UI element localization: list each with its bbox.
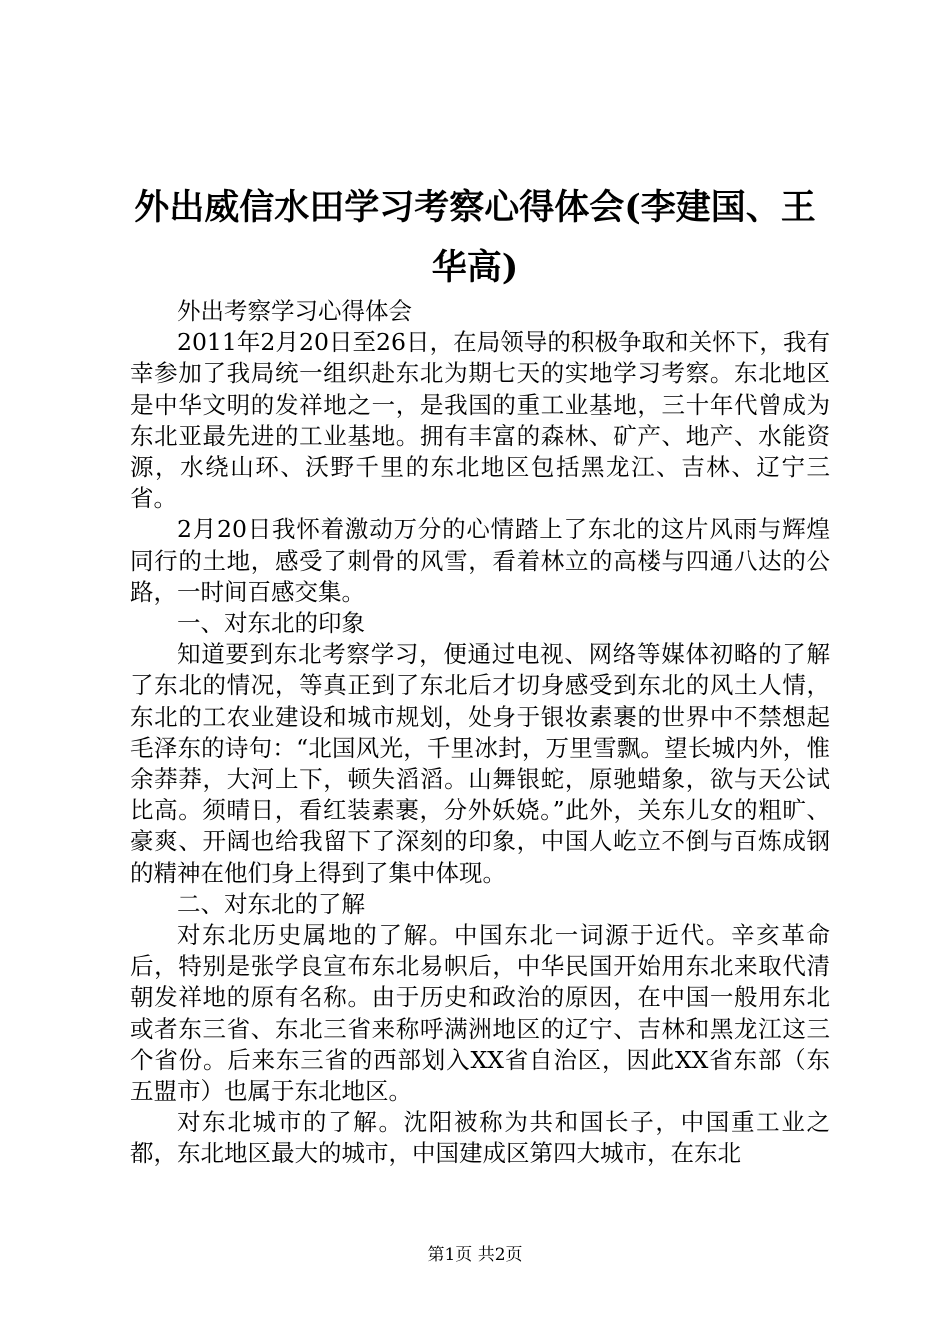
- document-title: 外出威信水田学习考察心得体会(李建国、王华高): [134, 187, 816, 288]
- page-footer: 第1页 共2页: [427, 1245, 523, 1265]
- document-body: [130, 296, 830, 1170]
- paragraph-cities: 对东北城市的了解。沈阳被称为共和国长子，中国重工业之都，东北地区最大的城市，中国建成区第四大城市，在东北: [130, 1108, 830, 1168]
- paragraph-intro: 2011年2月20日至26日，在局领导的积极争取和关怀下，我有幸参加了我局统一组织赴东北为期七天的实地学习考察。东北地区是中华文明的发祥地之一，是我国的重工业基地，三十年代曾成为东北亚最先进的工业基地。拥有丰富的森林、矿产、地产、水能资源，水绕山环、沃野千里的东北地区包括黑龙江、吉林、辽宁三省。: [130, 328, 830, 513]
- paragraph-arrival: 2月20日我怀着激动万分的心情踏上了东北的这片风雨与辉煌同行的土地，感受了刺骨的风雪，看着林立的高楼与四通八达的公路，一时间百感交集。: [130, 515, 830, 606]
- paragraph-history: 对东北历史属地的了解。中国东北一词源于近代。辛亥革命后，特别是张学良宣布东北易帜后，中华民国开始用东北来取代清朝发祥地的原有名称。由于历史和政治的原因，在中国一般用东北或者东三省、东北三省来称呼满洲地区的辽宁、吉林和黑龙江这三个省份。后来东三省的西部划入XX省自治区，因此XX省东部（东五盟市）也属于东北地区。: [130, 921, 830, 1106]
- paragraph-impression: 知道要到东北考察学习，便通过电视、网络等媒体初略的了解了东北的情况，等真正到了东北后才切身感受到东北的风土人情，东北的工农业建设和城市规划，处身于银妆素裹的世界中不禁想起毛泽东的诗句：“北国风光，千里冰封，万里雪飘。望长城内外，惟余莽莽，大河上下，顿失滔滔。山舞银蛇，原驰蜡象，欲与天公试比高。须晴日，看红装素裹，分外妖娆。”此外，关东儿女的粗旷、豪爽、开阔也给我留下了深刻的印象，中国人屹立不倒与百炼成钢的精神在他们身上得到了集中体现。: [130, 640, 830, 887]
- section-heading-understanding: 二、对东北的了解: [177, 889, 365, 918]
- section-heading-impression: 一、对东北的印象: [177, 609, 365, 638]
- paragraph-subtitle: 外出考察学习心得体会: [177, 297, 412, 325]
